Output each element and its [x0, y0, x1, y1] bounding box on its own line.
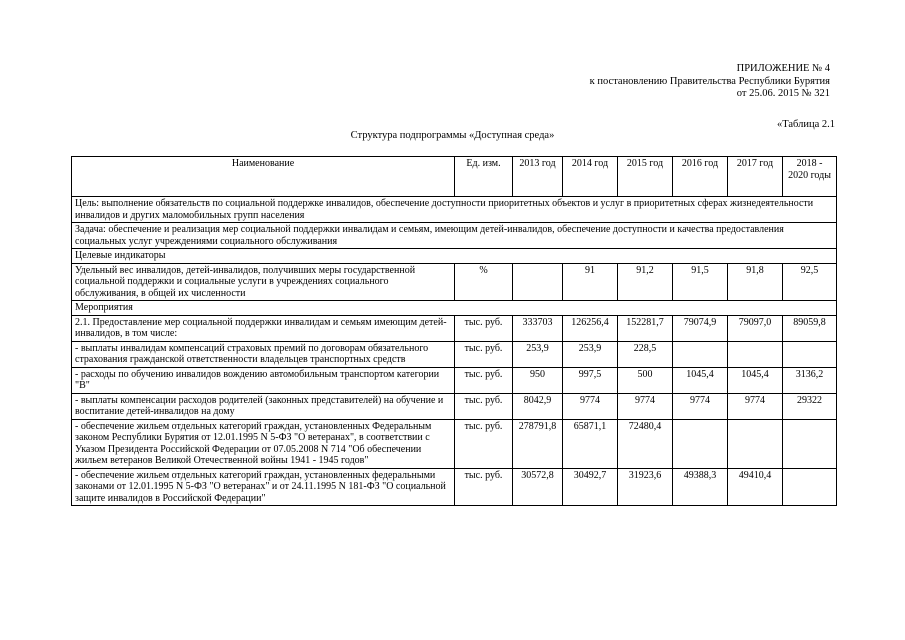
measure-name: 2.1. Предоставление мер социальной поддержки инвалидам и семьям имеющим детей-инвалидов, в том числе: — [72, 315, 455, 341]
indicator-value-2014: 91 — [563, 263, 618, 301]
indicator-unit: % — [455, 263, 513, 301]
measure-value-2014: 253,9 — [563, 341, 618, 367]
indicator-row — [72, 263, 837, 301]
indicator-value-2013 — [513, 263, 563, 301]
measure-value-2015: 31923,6 — [618, 468, 673, 506]
measure-unit: тыс. руб. — [455, 315, 513, 341]
task-text: Задача: обеспечение и реализация мер социальной поддержки инвалидам и семьям, имеющим детей-инвалидов, обеспечение доступности и качества предоставления социальных услуг учреждениями социального обслуживания — [72, 223, 837, 249]
resolution-date: от 25.06. 2015 № 321 — [736, 88, 830, 99]
measure-value-2016 — [673, 341, 728, 367]
column-header-name: Наименование — [72, 157, 455, 197]
measure-unit: тыс. руб. — [455, 367, 513, 393]
measure-value-2015: 152281,7 — [618, 315, 673, 341]
column-header-2018-2020: 2018 - 2020 годы — [783, 157, 837, 197]
measure-name: - обеспечение жильем отдельных категорий граждан, установленных федеральными законами от 12.01.1995 N 5-ФЗ "О ветеранах" и от 24.11.1995 N 181-ФЗ "О социальной защите инвалидов в Российской Федерации" — [72, 468, 455, 506]
goal-text: Цель: выполнение обязательств по социальной поддержке инвалидов, обеспечение доступности приоритетных объектов и услуг в приоритетных сферах жизнедеятельности инвалидов и других маломобильных групп населения — [72, 197, 837, 223]
table-number-label: «Таблица 2.1 — [776, 119, 835, 130]
indicator-value-2016: 91,5 — [673, 263, 728, 301]
indicators-section-row — [72, 249, 837, 264]
measure-value-2018-2020: 3136,2 — [783, 367, 837, 393]
measure-value-2016: 1045,4 — [673, 367, 728, 393]
measure-value-2018-2020: 89059,8 — [783, 315, 837, 341]
table-row — [72, 468, 837, 506]
document-title: Структура подпрограммы «Доступная среда» — [350, 130, 555, 141]
measure-value-2015: 9774 — [618, 393, 673, 419]
measure-unit: тыс. руб. — [455, 393, 513, 419]
measure-value-2016 — [673, 419, 728, 468]
measure-value-2018-2020: 29322 — [783, 393, 837, 419]
measures-section-row — [72, 301, 837, 316]
measure-value-2013: 333703 — [513, 315, 563, 341]
measure-value-2014: 997,5 — [563, 367, 618, 393]
table-row — [72, 393, 837, 419]
measure-value-2013: 8042,9 — [513, 393, 563, 419]
measure-value-2014: 30492,7 — [563, 468, 618, 506]
measure-value-2016: 49388,3 — [673, 468, 728, 506]
measure-value-2015: 72480,4 — [618, 419, 673, 468]
indicator-name: Удельный вес инвалидов, детей-инвалидов, получивших меры государственной социальной поддержки и социальные услуги в учреждениях социального обслуживания, в общей их численности — [72, 263, 455, 301]
indicator-value-2017: 91,8 — [728, 263, 783, 301]
indicator-value-2015: 91,2 — [618, 263, 673, 301]
measure-unit: тыс. руб. — [455, 341, 513, 367]
measure-value-2018-2020 — [783, 341, 837, 367]
column-header-2017: 2017 год — [728, 157, 783, 197]
indicator-value-2018-2020: 92,5 — [783, 263, 837, 301]
measure-value-2018-2020 — [783, 468, 837, 506]
measure-value-2015: 500 — [618, 367, 673, 393]
measure-value-2017 — [728, 341, 783, 367]
indicators-header: Целевые индикаторы — [72, 249, 837, 264]
table-row — [72, 341, 837, 367]
measure-value-2017: 1045,4 — [728, 367, 783, 393]
table-row — [72, 419, 837, 468]
table-row — [72, 315, 837, 341]
measure-name: - выплаты компенсации расходов родителей (законных представителей) на обучение и воспитание детей-инвалидов на дому — [72, 393, 455, 419]
table-row — [72, 367, 837, 393]
column-header-unit: Ед. изм. — [455, 157, 513, 197]
measure-value-2015: 228,5 — [618, 341, 673, 367]
measure-value-2016: 9774 — [673, 393, 728, 419]
measure-value-2013: 278791,8 — [513, 419, 563, 468]
measure-value-2013: 30572,8 — [513, 468, 563, 506]
measure-value-2016: 79074,9 — [673, 315, 728, 341]
column-header-2014: 2014 год — [563, 157, 618, 197]
measure-value-2014: 65871,1 — [563, 419, 618, 468]
measure-name: - обеспечение жильем отдельных категорий граждан, установленных Федеральным законом Республики Бурятия от 12.01.1995 N 5-ФЗ "О ветеранах", в соответствии с Указом Президента Российской Федерации от 07.05.2008 N 714 "Об обеспечении жильем ветеранов Великой Отечественной войны 1941 - 1945 годов" — [72, 419, 455, 468]
column-header-2013: 2013 год — [513, 157, 563, 197]
column-header-2016: 2016 год — [673, 157, 728, 197]
measure-value-2017: 9774 — [728, 393, 783, 419]
measure-value-2014: 126256,4 — [563, 315, 618, 341]
appendix-label: ПРИЛОЖЕНИЕ № 4 — [736, 63, 830, 74]
measure-value-2013: 253,9 — [513, 341, 563, 367]
measure-name: - расходы по обучению инвалидов вождению автомобильным транспортом категории "В" — [72, 367, 455, 393]
measures-header: Мероприятия — [72, 301, 837, 316]
task-row — [72, 223, 837, 249]
measure-unit: тыс. руб. — [455, 468, 513, 506]
column-header-2015: 2015 год — [618, 157, 673, 197]
measure-value-2013: 950 — [513, 367, 563, 393]
measure-value-2018-2020 — [783, 419, 837, 468]
measure-value-2017: 49410,4 — [728, 468, 783, 506]
measure-value-2014: 9774 — [563, 393, 618, 419]
measure-unit: тыс. руб. — [455, 419, 513, 468]
table-header-row — [72, 157, 837, 197]
measure-name: - выплаты инвалидам компенсаций страховых премий по договорам обязательного страхования гражданской ответственности владельцев транспортных средств — [72, 341, 455, 367]
measure-value-2017: 79097,0 — [728, 315, 783, 341]
measure-value-2017 — [728, 419, 783, 468]
resolution-reference: к постановлению Правительства Республики Бурятия — [589, 76, 830, 87]
goal-row — [72, 197, 837, 223]
subprogram-structure-table — [71, 156, 837, 506]
